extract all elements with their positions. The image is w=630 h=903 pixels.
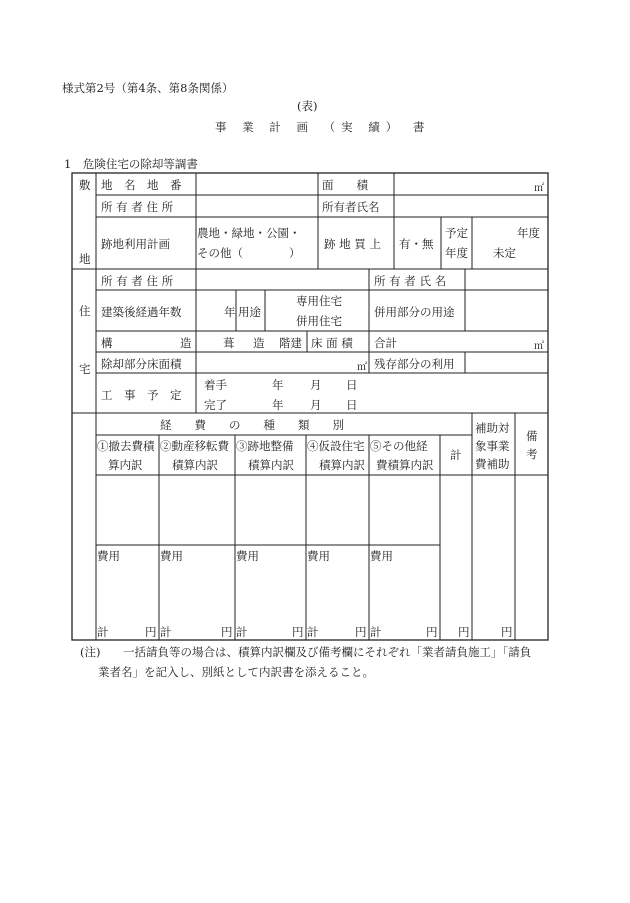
- cost-col2-line2: 積算内訳: [172, 458, 218, 472]
- house-structure-value-2: 造: [253, 336, 265, 350]
- yen-col4: 円: [355, 625, 367, 639]
- yen-col3: 円: [292, 625, 304, 639]
- house-floor-area-label: 床 面 積: [311, 336, 353, 350]
- cost-col1-line2: 算内訳: [108, 458, 143, 472]
- site-use-plan-label: 跡地利用計画: [101, 237, 170, 251]
- yen-col5: 円: [426, 625, 438, 639]
- expense-label-col2: 費用: [160, 549, 183, 563]
- site-area-unit: ㎡: [534, 183, 544, 194]
- house-end-year: 年: [272, 398, 284, 412]
- site-side-label-bottom: 地: [79, 252, 91, 266]
- house-combined-use-label: 併用部分の用途: [374, 305, 455, 319]
- house-years-label: 建築後経過年数: [101, 305, 182, 319]
- subsidy-line2: 象事業: [475, 439, 510, 453]
- house-owner-name-label: 所 有 者 氏 名: [374, 274, 447, 288]
- site-area-label: 面 積: [322, 178, 368, 192]
- cost-col4-line1: ④仮設住宅: [307, 439, 365, 453]
- front-mark: (表): [297, 99, 318, 113]
- yen-col1: 円: [145, 625, 157, 639]
- site-use-options-line1: 農地・緑地・公園・: [197, 226, 301, 240]
- expense-label-col1: 費用: [97, 549, 120, 563]
- site-owner-address-label: 所 有 者 住 所: [101, 200, 174, 214]
- house-work-label: 工 事 予 定: [101, 388, 182, 402]
- house-start-month: 月: [310, 378, 322, 392]
- house-usage-option1: 専用住宅: [296, 294, 342, 308]
- house-usage-label: 用途: [238, 305, 261, 319]
- remarks-line2: 考: [526, 447, 538, 461]
- house-structure-label-2: 造: [180, 336, 192, 350]
- site-address-label: 地 名 地 番: [101, 178, 182, 192]
- total-label-col1: 計: [97, 625, 109, 639]
- yen-col2: 円: [221, 625, 233, 639]
- site-owner-name-label: 所有者氏名: [322, 200, 380, 214]
- house-start-year: 年: [272, 378, 284, 392]
- house-owner-address-label: 所 有 者 住 所: [101, 274, 174, 288]
- cost-col3-line2: 積算内訳: [248, 458, 294, 472]
- site-undecided: 未定: [493, 246, 516, 260]
- house-total-unit: ㎡: [534, 341, 544, 352]
- expense-label-col5: 費用: [370, 549, 393, 563]
- remarks-line1: 備: [526, 429, 538, 443]
- site-purchase-label: 跡 地 買 上: [324, 237, 381, 251]
- house-structure-value-1: 葺: [223, 336, 235, 350]
- yen-subsidy: 円: [501, 625, 513, 639]
- cost-col4-line2: 積算内訳: [319, 458, 365, 472]
- section-heading: 1 危険住宅の除却等調書: [64, 157, 198, 171]
- cost-col2-line1: ②動産移転費: [160, 439, 229, 453]
- site-purchase-yes-no: 有・無: [399, 237, 434, 251]
- subsidy-line3: 費補助: [475, 457, 510, 471]
- cost-sum-label: 計: [450, 448, 462, 462]
- house-end-day: 日: [346, 398, 358, 412]
- cost-col3-line1: ③跡地整備: [236, 439, 294, 453]
- cost-col5-line2: 費積算内訳: [376, 458, 434, 472]
- note-label: (注): [80, 645, 101, 659]
- cost-col5-line1: ⑤その他経: [370, 439, 428, 453]
- house-start-day: 日: [346, 378, 358, 392]
- house-years-unit: 年: [224, 305, 236, 319]
- site-year-suffix: 年度: [517, 226, 540, 240]
- site-planned-line1: 予定: [445, 226, 468, 240]
- page-title: 事 業 計 画 （実 績） 書: [215, 120, 431, 134]
- house-demolish-area-unit: ㎡: [357, 362, 367, 373]
- house-total-label: 合計: [374, 336, 397, 350]
- total-label-col2: 計: [160, 625, 172, 639]
- expense-label-col3: 費用: [236, 549, 259, 563]
- cost-col1-line1: ①撤去費積: [97, 439, 155, 453]
- form-number: 様式第2号（第4条、第8条関係）: [62, 81, 234, 95]
- total-label-col4: 計: [307, 625, 319, 639]
- house-start-label: 着手: [204, 378, 227, 392]
- house-remaining-use-label: 残存部分の利用: [374, 357, 455, 371]
- house-floors-label: 階建: [279, 336, 302, 350]
- note-line2: 業者名」を記入し、別紙として内訳書を添えること。: [98, 665, 374, 679]
- site-use-options-line2: その他（ ）: [197, 246, 301, 260]
- note-line1: 一括請負等の場合は、積算内訳欄及び備考欄にそれぞれ「業者請負施工」「請負: [123, 645, 532, 659]
- total-label-col5: 計: [370, 625, 382, 639]
- house-end-label: 完了: [204, 398, 227, 412]
- house-usage-option2: 併用住宅: [296, 314, 342, 328]
- house-side-label-bottom: 宅: [79, 362, 91, 376]
- site-planned-line2: 年度: [445, 246, 468, 260]
- yen-sum: 円: [458, 625, 470, 639]
- subsidy-line1: 補助対: [475, 421, 510, 435]
- expense-label-col4: 費用: [307, 549, 330, 563]
- house-demolish-area-label: 除却部分床面積: [101, 357, 182, 371]
- house-side-label-top: 住: [79, 304, 91, 318]
- total-label-col3: 計: [236, 625, 248, 639]
- site-side-label-top: 敷: [79, 178, 91, 192]
- costs-kinds-header: 経 費 の 種 類 別: [160, 418, 344, 432]
- house-structure-label-1: 構: [101, 336, 113, 350]
- house-end-month: 月: [310, 398, 322, 412]
